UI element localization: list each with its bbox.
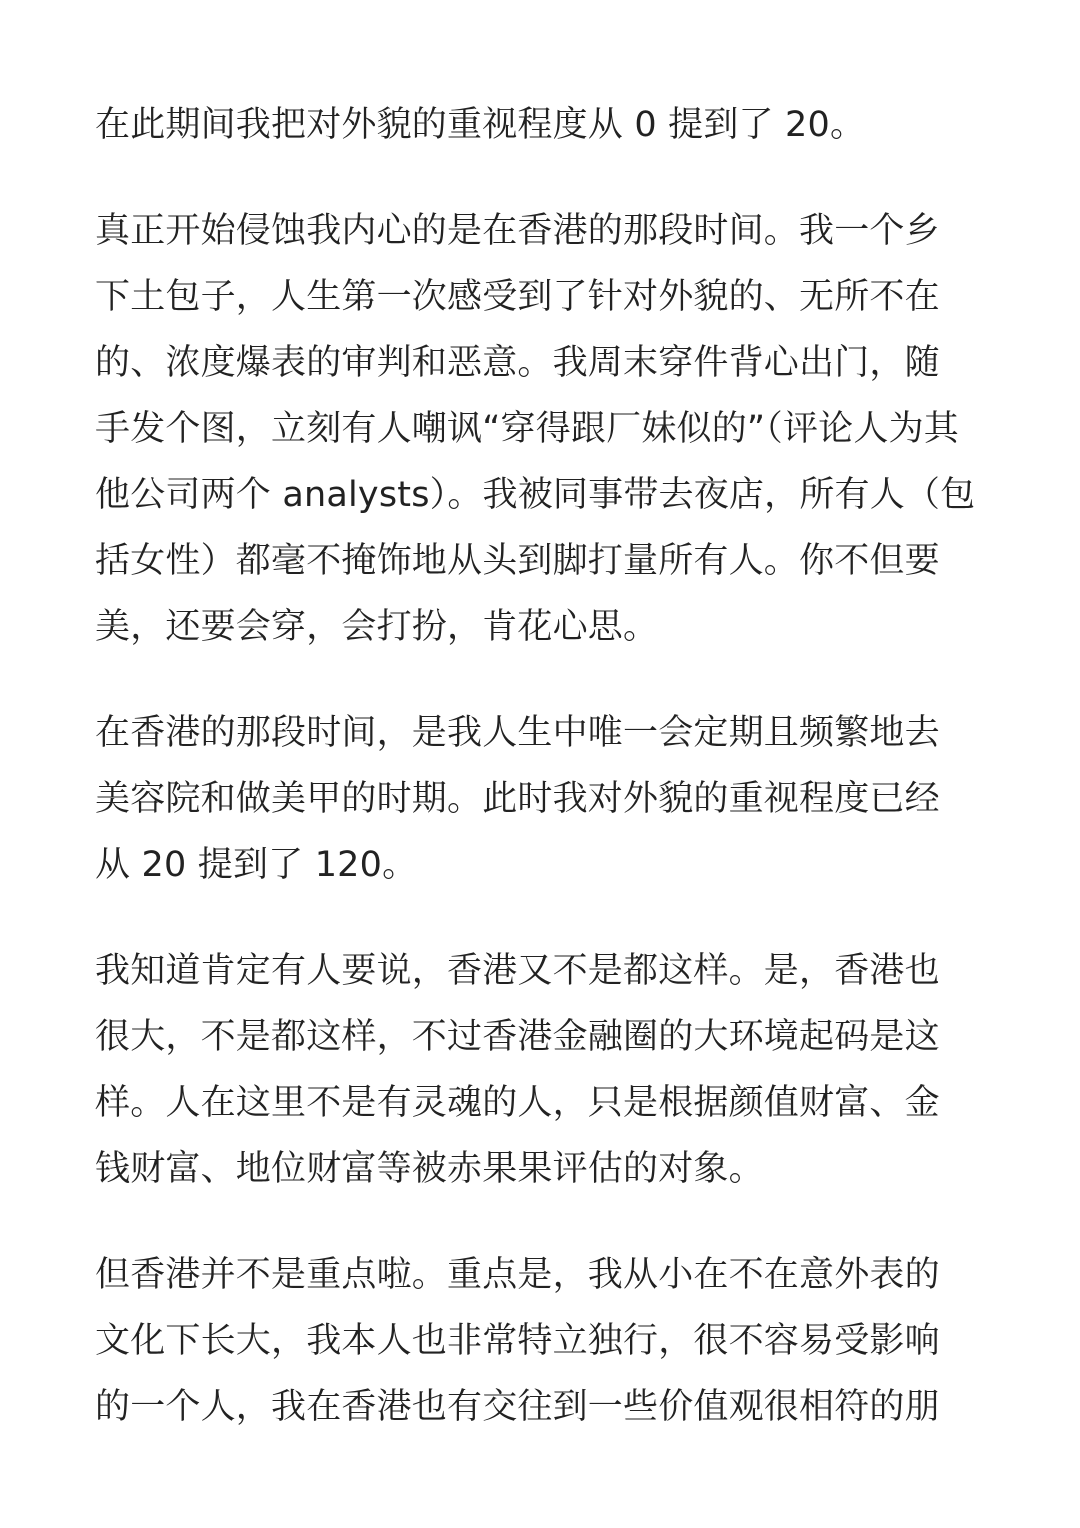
text-line: 的、浓度爆表的审判和恶意。我周末穿件背心出门，随 <box>95 343 940 383</box>
text-line: 的一个人，我在香港也有交往到一些价值观很相符的朋 <box>95 1387 940 1427</box>
text-line: 美容院和做美甲的时期。此时我对外貌的重视程度已经 <box>95 779 940 819</box>
text-line: 美，还要会穿，会打扮，肯花心思。 <box>95 607 659 647</box>
paragraph <box>95 92 995 158</box>
text-line: 手发个图，立刻有人嘲讽“穿得跟厂妹似的”（评论人为其 <box>95 409 959 449</box>
text-line: 很大，不是都这样，不过香港金融圈的大环境起码是这 <box>95 1017 940 1057</box>
paragraph <box>95 938 995 1202</box>
text-line: 文化下长大，我本人也非常特立独行，很不容易受影响 <box>95 1321 940 1361</box>
text-line: 真正开始侵蚀我内心的是在香港的那段时间。我一个乡 <box>95 211 940 251</box>
text-line: 下土包子，人生第一次感受到了针对外貌的、无所不在 <box>95 277 940 317</box>
paragraph <box>95 198 995 660</box>
text-line: 钱财富、地位财富等被赤果果评估的对象。 <box>95 1149 764 1189</box>
text-line: 括女性）都毫不掩饰地从头到脚打量所有人。你不但要 <box>95 541 940 581</box>
text-line: 在此期间我把对外貌的重视程度从 0 提到了 20。 <box>95 105 866 145</box>
text-line: 从 20 提到了 120。 <box>95 845 418 885</box>
paragraph <box>95 1242 995 1440</box>
text-line: 他公司两个 analysts）。我被同事带去夜店，所有人（包 <box>95 475 976 515</box>
article-body <box>95 92 995 1480</box>
text-line: 但香港并不是重点啦。重点是，我从小在不在意外表的 <box>95 1255 940 1295</box>
text-line: 我知道肯定有人要说，香港又不是都这样。是，香港也 <box>95 951 940 991</box>
paragraph <box>95 700 995 898</box>
text-line: 样。人在这里不是有灵魂的人，只是根据颜值财富、金 <box>95 1083 940 1123</box>
text-line: 在香港的那段时间，是我人生中唯一会定期且频繁地去 <box>95 713 940 753</box>
